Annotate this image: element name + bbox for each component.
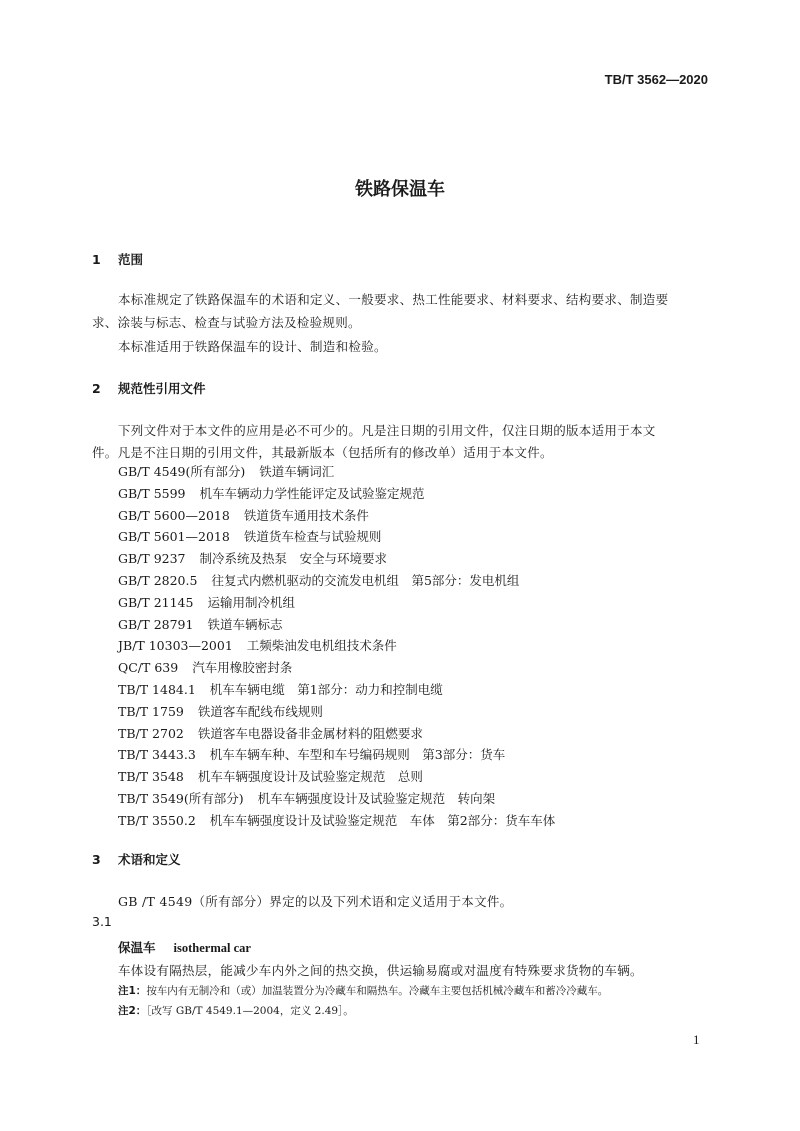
reference-item [118,615,282,633]
reference-item [118,702,323,720]
reference-item [118,745,505,763]
reference-code: GB/T 5601—2018 [118,529,230,545]
reference-title: 铁道客车电器设备非金属材料的阻燃要求 [197,725,423,741]
note-text: ［改写 GB/T 4549.1—2004，定义 2.49］。 [146,1005,354,1017]
reference-title: 铁道车辆标志 [207,616,283,632]
reference-item [118,593,295,611]
reference-item [118,549,387,567]
reference-code: JB/T 10303—2001 [118,638,233,654]
reference-code: QC/T 639 [118,660,179,676]
note-label: 注1： [118,985,147,997]
reference-item [118,811,555,829]
reference-item [118,789,495,807]
reference-title: 机车车辆强度设计及试验鉴定规范 总则 [197,769,423,785]
page-number: 1 [693,1032,700,1047]
reference-item [118,680,443,698]
reference-code: GB/T 28791 [118,616,194,632]
reference-title: 机车车辆强度设计及试验鉴定规范 车体 第2部分：货车车体 [209,812,556,828]
reference-title: 铁道车辆词汇 [259,464,335,479]
section-heading-1 [92,250,143,268]
section-title: 术语和定义 [118,852,181,867]
section-number: 1 [92,252,101,267]
note-text: 按车内有无制冷和（或）加温装置分为冷藏车和隔热车。冷藏车主要包括机械冷藏车和蓄冷冷藏车。 [146,985,609,997]
reference-code: GB/T 5599 [118,485,186,501]
reference-code: GB/T 9237 [118,551,186,567]
paragraph-line: 件。凡是不注日期的引用文件，其最新版本（包括所有的修改单）适用于本文件。 [92,445,553,460]
reference-code: TB/T 2702 [118,725,184,741]
reference-code: GB/T 21145 [118,594,194,610]
reference-code: GB/T 4549(所有部分) [118,464,246,479]
section-title: 范围 [118,252,144,267]
reference-code: TB/T 3548 [118,769,184,785]
paragraph-line: 本标准规定了铁路保温车的术语和定义、一般要求、热工性能要求、材料要求、结构要求、制造要 [118,292,669,307]
reference-title: 工频柴油发电机组技术条件 [246,638,397,654]
reference-title: 汽车用橡胶密封条 [192,660,293,676]
reference-item [118,658,292,676]
section-heading-3 [92,850,181,868]
term-heading [118,938,251,956]
reference-title: 机车车辆车种、车型和车号编码规则 第3部分：货车 [209,747,506,763]
reference-item [118,506,369,524]
reference-code: TB/T 3443.3 [118,747,196,763]
paragraph-line: 下列文件对于本文件的应用是必不可少的。凡是注日期的引用文件，仅注日期的版本适用于本文 [118,423,656,438]
reference-title: 机车车辆电缆 第1部分：动力和控制电缆 [209,682,443,697]
reference-title: 往复式内燃机驱动的交流发电机组 第5部分：发电机组 [211,573,520,588]
note-2 [118,1003,354,1018]
term-number: 3.1 [92,914,112,929]
paragraph-line: 本标准适用于铁路保温车的设计、制造和检验。 [118,339,387,354]
paragraph-line: 求、涂装与标志、检查与试验方法及检验规则。 [92,315,361,330]
reference-code: GB/T 2820.5 [118,573,198,588]
reference-title: 运输用制冷机组 [207,594,295,610]
section-title: 规范性引用文件 [118,381,206,396]
reference-item [118,724,423,742]
reference-code: TB/T 3549(所有部分) [118,791,244,806]
reference-title: 铁道货车通用技术条件 [243,507,369,523]
note-1 [118,983,608,998]
section-heading-2 [92,379,206,397]
reference-title: 铁道客车配线布线规则 [197,703,323,719]
section-number: 3 [92,852,101,867]
reference-code: TB/T 1759 [118,703,184,719]
reference-title: 制冷系统及热泵 安全与环境要求 [199,551,388,567]
reference-item [118,462,334,480]
reference-item [118,484,425,502]
paragraph-line: GB /T 4549（所有部分）界定的以及下列术语和定义适用于本文件。 [118,894,513,909]
reference-code: GB/T 5600—2018 [118,507,230,523]
reference-title: 机车车辆动力学性能评定及试验鉴定规范 [199,485,425,501]
reference-code: TB/T 3550.2 [118,812,196,828]
reference-item [118,571,519,589]
term-zh: 保温车 [118,940,156,955]
reference-title: 铁道货车检查与试验规则 [243,529,382,545]
section-number: 2 [92,381,101,396]
page-title: 铁路保温车 [355,179,445,200]
reference-code: TB/T 1484.1 [118,682,196,697]
reference-item [118,527,381,545]
reference-title: 机车车辆强度设计及试验鉴定规范 转向架 [257,791,496,806]
standard-number: TB/T 3562—2020 [604,72,708,87]
reference-item [118,767,423,785]
reference-item [118,636,397,654]
term-en: isothermal car [173,941,251,955]
note-label: 注2： [118,1005,147,1017]
term-definition: 车体设有隔热层，能减少车内外之间的热交换，供运输易腐或对温度有特殊要求货物的车辆。 [118,963,643,978]
